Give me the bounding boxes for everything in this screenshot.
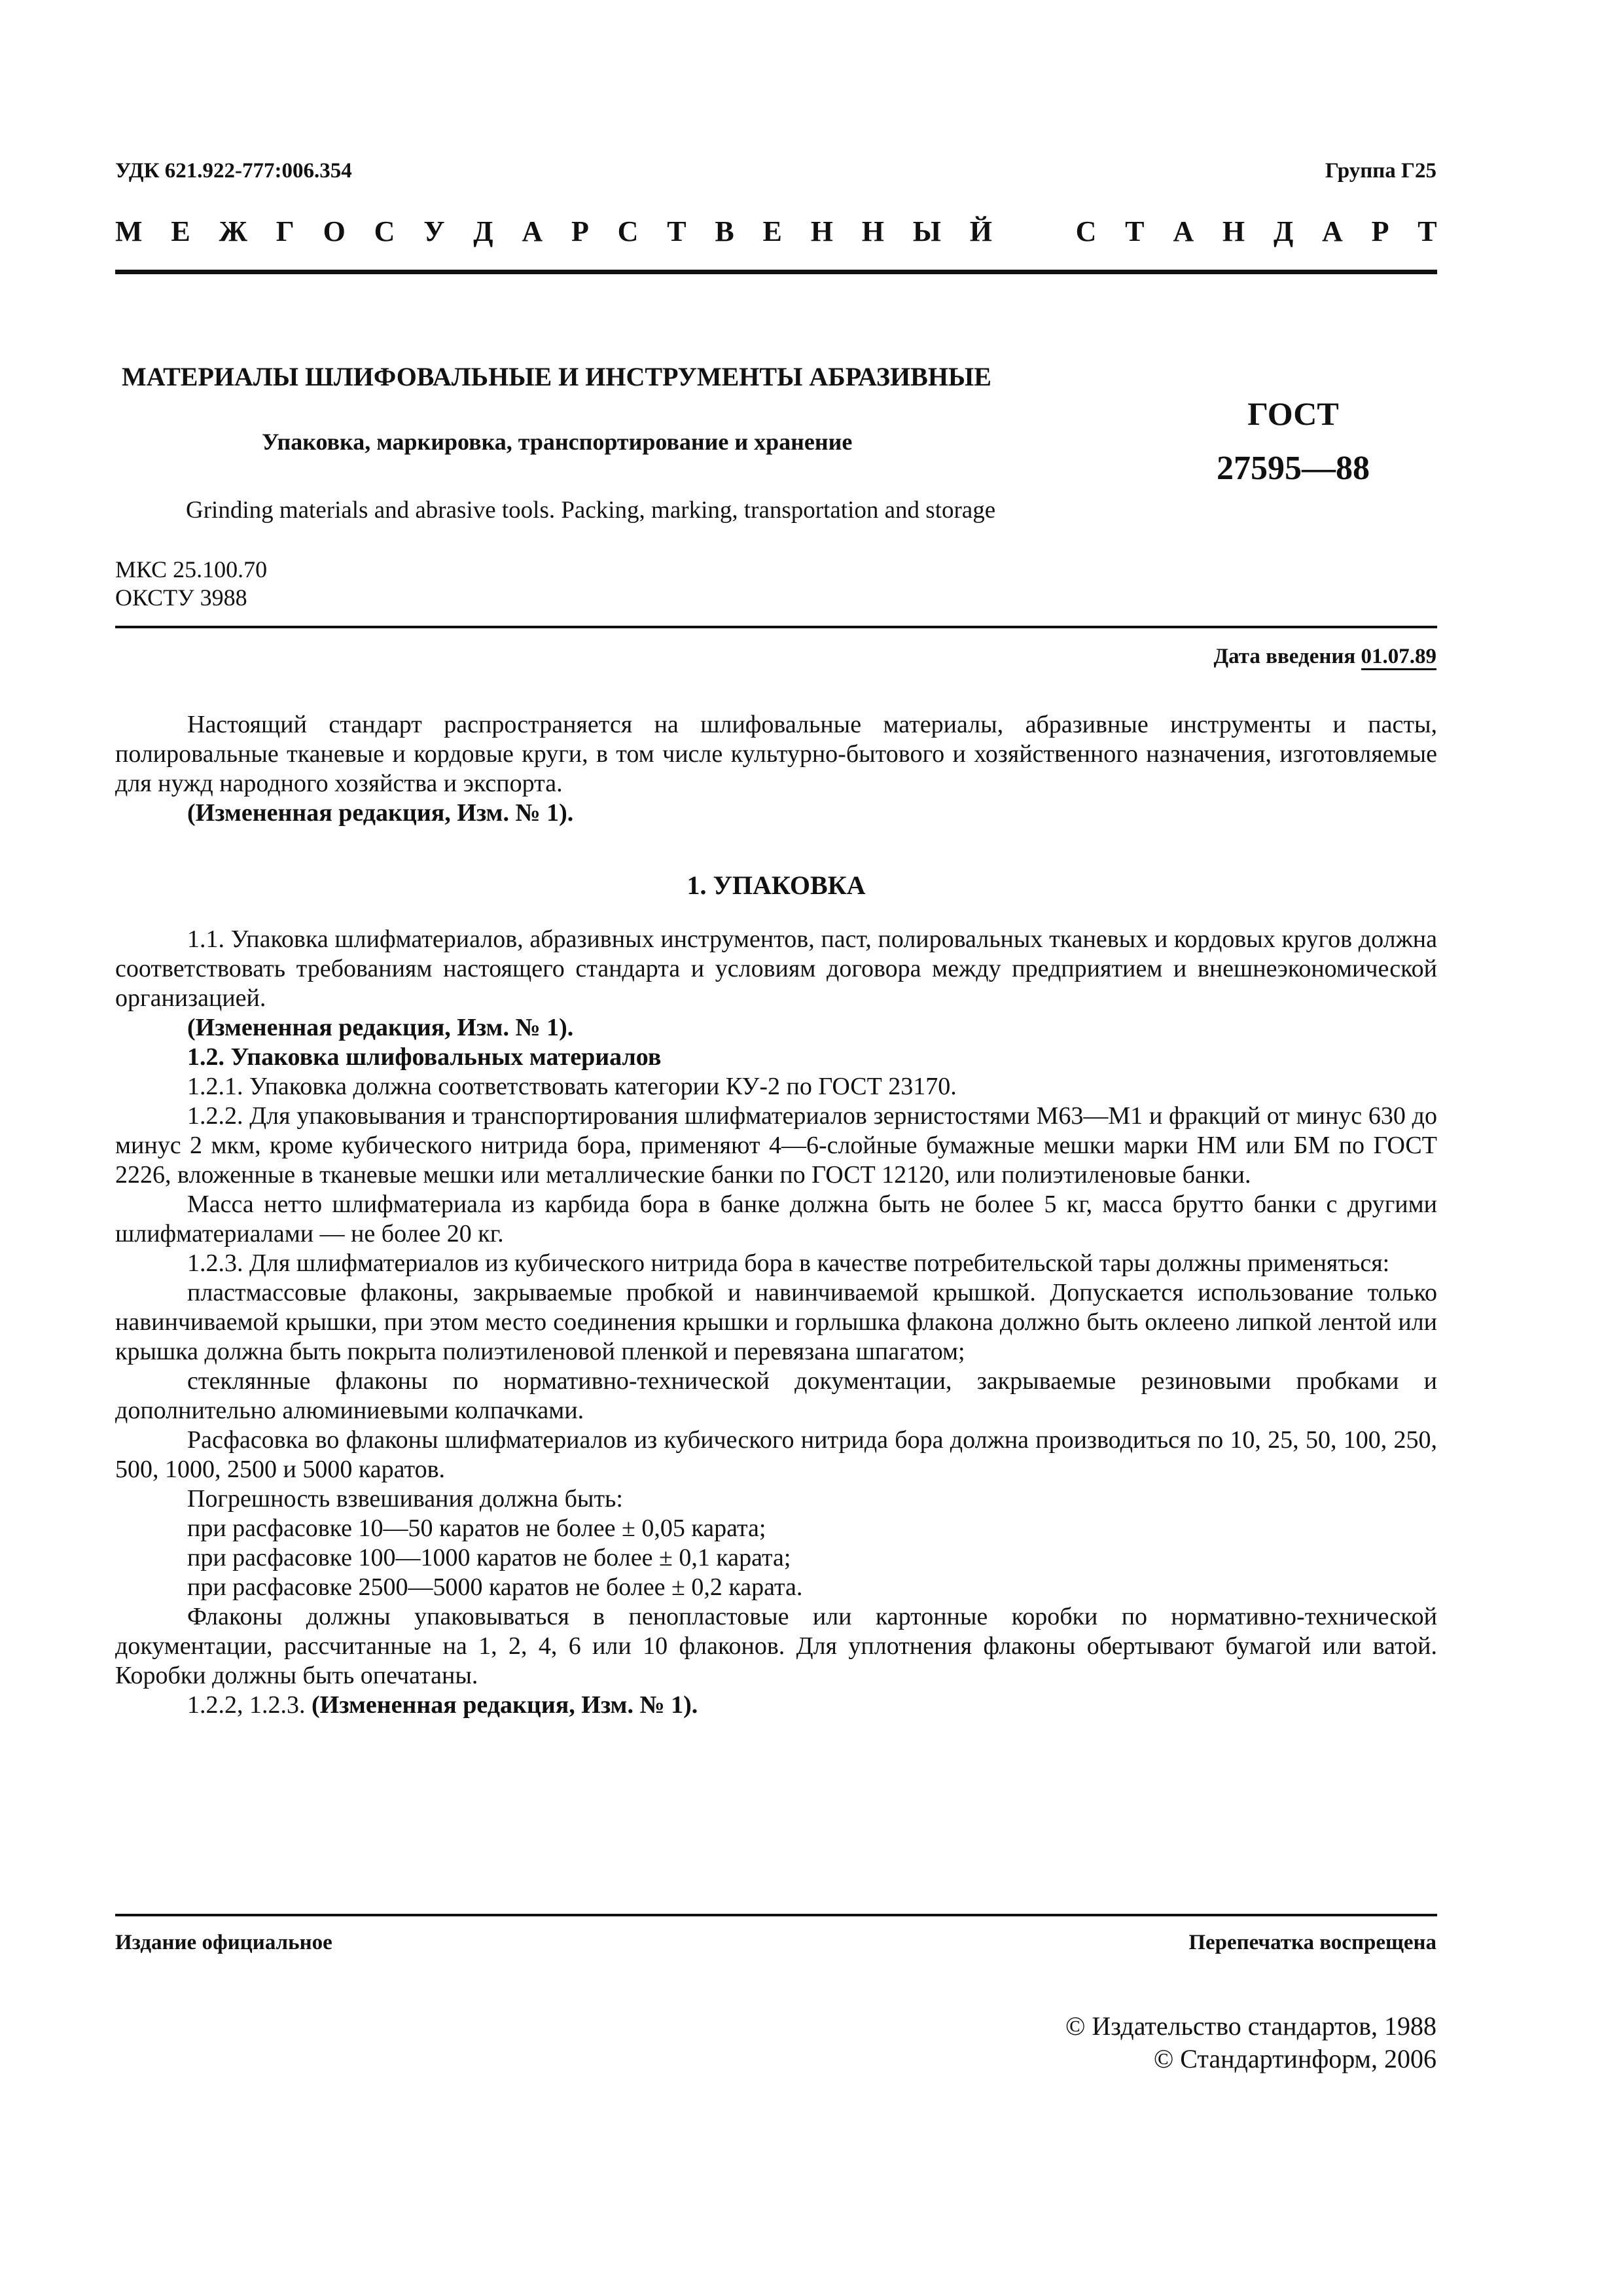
- banner-letter: Д: [473, 215, 493, 247]
- banner-letter: В: [715, 215, 734, 247]
- tolerance-item: при расфасовке 10—50 каратов не более ± 0,05 карата;: [187, 1515, 766, 1542]
- banner-letter: С: [1075, 215, 1097, 247]
- banner-letter: О: [323, 215, 346, 247]
- section-1: [115, 870, 1437, 1720]
- intro-amendment: (Измененная редакция, Изм. № 1).: [187, 799, 574, 827]
- banner-letter: Т: [1125, 215, 1145, 247]
- banner-letter: У: [423, 215, 445, 247]
- banner-letter: Г: [276, 215, 294, 247]
- okstu-code: ОКСТУ 3988: [115, 584, 247, 611]
- final-amendment-label: (Измененная редакция, Изм. № 1).: [312, 1691, 698, 1719]
- effective-date-label: Дата введения: [1213, 645, 1356, 668]
- footer-divider: [115, 1914, 1437, 1916]
- document-title: МАТЕРИАЛЫ ШЛИФОВАЛЬНЫЕ И ИНСТРУМЕНТЫ АБРАЗИВНЫЕ: [122, 362, 991, 391]
- mass-paragraph: Масса нетто шлифматериала из карбида бора в банке должна быть не более 5 кг, масса брутто банки с другими шлифматериалами — не более 20 кг.: [115, 1191, 1437, 1247]
- copyright-2006: © Стандартинформ, 2006: [1153, 2044, 1436, 2073]
- mks-code: МКС 25.100.70: [115, 556, 268, 583]
- banner-letter: Е: [762, 215, 782, 247]
- banner-letter: С: [374, 215, 395, 247]
- clause-1-2-2: 1.2.2. Для упаковывания и транспортирования шлифматериалов зернистостями М63—М1 и фракций от минус 630 до минус 2 мкм, кроме кубического нитрида бора, применяют 4—6-слойные бумажные мешки марки НМ или БМ по ГОСТ 2226, вложенные в тканевые мешки или металлические банки по ГОСТ 12120, или полиэтиленовые банки.: [115, 1102, 1437, 1189]
- banner-letter: Н: [1222, 215, 1245, 247]
- final-amendment-clauses: 1.2.2, 1.2.3.: [187, 1691, 306, 1719]
- gost-number: 27595—88: [1217, 450, 1370, 487]
- banner-letter: Ы: [912, 215, 941, 247]
- banner-letter: Т: [1418, 215, 1437, 247]
- clause-1-2-1: 1.2.1. Упаковка должна соответствовать категории КУ-2 по ГОСТ 23170.: [187, 1073, 957, 1100]
- effective-date: [1213, 645, 1436, 669]
- banner-letter: Д: [1273, 215, 1294, 247]
- clause-1-1: 1.1. Упаковка шлифматериалов, абразивных инструментов, паст, полировальных тканевых и кордовых кругов должна соответствовать требованиям настоящего стандарта и условиям договора между предприятием и внешнеэкономической организацией.: [115, 925, 1437, 1012]
- interstate-standard-banner: [115, 215, 1437, 248]
- copyright-1988: © Издательство стандартов, 1988: [1065, 2011, 1436, 2041]
- clause-1-1-amendment: (Измененная редакция, Изм. № 1).: [187, 1014, 574, 1041]
- udk-code: УДК 621.922-777:006.354: [115, 159, 352, 183]
- header-divider: [115, 270, 1437, 274]
- banner-letter: Т: [667, 215, 687, 247]
- final-amendment: [115, 1691, 1437, 1720]
- packing-paragraph: Расфасовка во флаконы шлифматериалов из кубического нитрида бора должна производиться по 10, 25, 50, 100, 250, 500, 1000, 2500 и 5000 каратов.: [115, 1426, 1437, 1483]
- official-edition-label: Издание официальное: [115, 1931, 332, 1954]
- tolerance-item: при расфасовке 100—1000 каратов не более ± 0,1 карата;: [187, 1544, 791, 1571]
- gost-label: ГОСТ: [1247, 395, 1339, 432]
- reprint-prohibited-label: Перепечатка воспрещена: [1188, 1931, 1436, 1954]
- boxes-paragraph: Флаконы должны упаковываться в пенопластовые или картонные коробки по нормативно-технической документации, рассчитанные на 1, 2, 4, 6 или 10 флаконов. Для уплотнения флаконы обертывают бумагой или ватой. Коробки должны быть опечатаны.: [115, 1603, 1437, 1689]
- banner-letter: Н: [810, 215, 833, 247]
- banner-gap: [1021, 215, 1047, 248]
- banner-letter: Ж: [219, 215, 247, 247]
- banner-letter: Й: [969, 215, 992, 247]
- intro-block: [115, 710, 1437, 828]
- banner-letter: Е: [171, 215, 190, 247]
- banner-letter: Р: [1371, 215, 1389, 247]
- banner-letter: А: [522, 215, 543, 247]
- banner-letter: Н: [861, 215, 884, 247]
- clause-1-2-3: 1.2.3. Для шлифматериалов из кубического нитрида бора в качестве потребительской тары должны применяться:: [187, 1249, 1390, 1277]
- effective-date-value: 01.07.89: [1361, 645, 1437, 670]
- banner-letter: А: [1322, 215, 1343, 247]
- section-heading: 1. УПАКОВКА: [687, 870, 866, 900]
- clause-1-2-heading: 1.2. Упаковка шлифовальных материалов: [187, 1043, 662, 1071]
- glass-bottles-paragraph: стеклянные флаконы по нормативно-технической документации, закрываемые резиновыми пробками и дополнительно алюминиевыми колпачками.: [115, 1367, 1437, 1424]
- document-subtitle: Упаковка, маркировка, транспортирование и хранение: [262, 429, 853, 455]
- banner-letter: С: [617, 215, 639, 247]
- spacer: [115, 900, 1437, 925]
- banner-letter: М: [115, 215, 143, 247]
- banner-letter: Р: [571, 215, 589, 247]
- banner-letter: А: [1173, 215, 1194, 247]
- english-title: Grinding materials and abrasive tools. Packing, marking, transportation and storage: [186, 497, 996, 524]
- tolerance-item: при расфасовке 2500—5000 каратов не более ± 0,2 карата.: [187, 1573, 803, 1601]
- group-code: Группа Г25: [1325, 159, 1436, 183]
- classification-divider: [115, 626, 1437, 628]
- plastic-bottles-paragraph: пластмассовые флаконы, закрываемые пробкой и навинчиваемой крышкой. Допускается использование только навинчиваемой крышки, при этом место соединения крышки и горлышка флакона должно быть оклеено липкой лентой или крышка должна быть покрыта полиэтиленовой пленкой и перевязана шпагатом;: [115, 1279, 1437, 1365]
- intro-paragraph: Настоящий стандарт распространяется на шлифовальные материалы, абразивные инструменты и пасты, полировальные тканевые и кордовые круги, в том числе культурно-бытового и хозяйственного назначения, изготовляемые для нужд народного хозяйства и экспорта.: [115, 711, 1437, 797]
- weighing-error-paragraph: Погрешность взвешивания должна быть:: [187, 1485, 623, 1513]
